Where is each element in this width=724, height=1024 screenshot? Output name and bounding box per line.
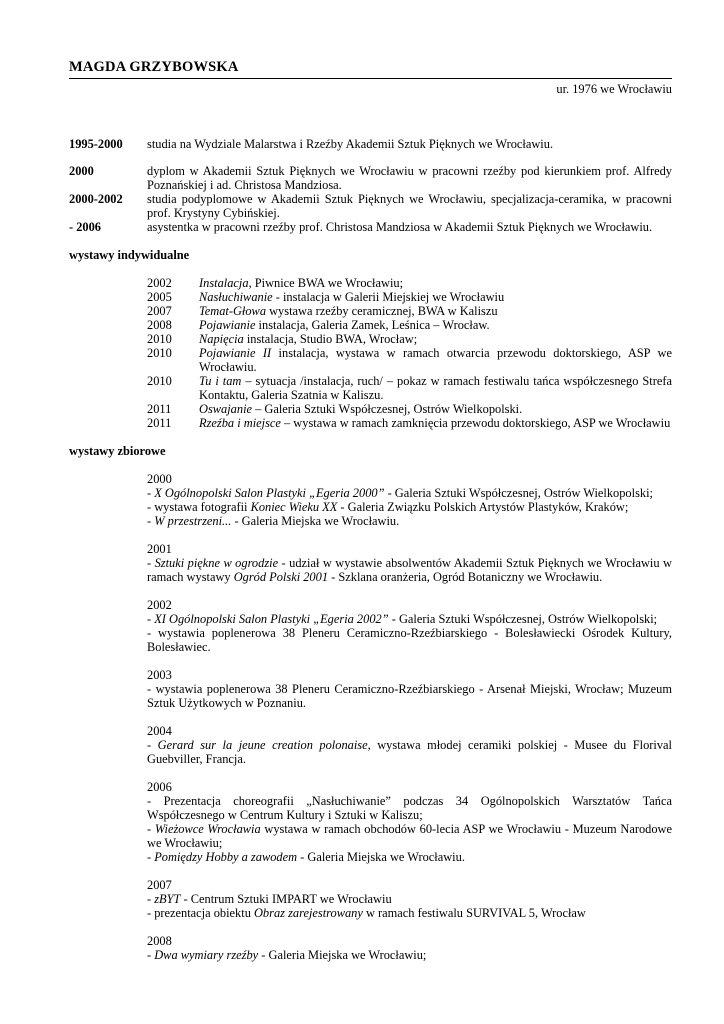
exhibition-text: - Centrum Sztuki IMPART we Wrocławiu — [180, 892, 392, 906]
solo-exhibition-title: Temat-Głowa — [199, 304, 267, 318]
solo-exhibition-text — [199, 402, 672, 416]
exhibition-title: Ogród Polski 2001 — [233, 570, 329, 584]
exhibition-text: - Galeria Miejska we Wrocławiu. — [231, 514, 400, 528]
exhibition-title: zBYT — [154, 892, 181, 906]
group-exhibition-entry — [147, 682, 672, 710]
solo-exhibition-details: , Piwnice BWA we Wrocławiu; — [248, 276, 404, 290]
education-row — [69, 192, 672, 220]
group-exhibition-year-block — [147, 878, 672, 920]
exhibition-text: - — [147, 486, 155, 500]
exhibition-text: - — [147, 738, 158, 752]
solo-exhibition-year: 2010 — [147, 332, 172, 346]
group-exhibition-year-block — [147, 780, 672, 864]
solo-exhibition-row — [147, 276, 672, 290]
exhibition-title: Obraz zarejestrowany — [253, 906, 363, 920]
solo-exhibition-year: 2007 — [147, 304, 172, 318]
solo-exhibition-year: 2002 — [147, 276, 172, 290]
solo-exhibition-year: 2011 — [147, 416, 172, 430]
solo-exhibition-details: wystawa rzeźby ceramicznej, BWA w Kaliszu — [266, 304, 498, 318]
solo-exhibition-title: Oswajanie — [199, 402, 253, 416]
group-exhibitions-heading: wystawy zbiorowe — [69, 444, 166, 458]
exhibition-title: Gerard sur la jeune creation polonaise — [157, 738, 368, 752]
solo-exhibition-year: 2008 — [147, 318, 172, 332]
exhibition-title: XI Ogólnopolski Salon Plastyki „Egeria 2002” — [154, 612, 389, 626]
solo-exhibition-year: 2005 — [147, 290, 172, 304]
group-exhibition-year: 2006 — [147, 780, 172, 794]
solo-exhibition-title: Nasłuchiwanie — [199, 290, 273, 304]
group-exhibition-year: 2003 — [147, 668, 172, 682]
education-row — [69, 164, 672, 192]
education-year: 2000 — [69, 164, 94, 178]
exhibition-text: - Prezentacja choreografii „Nasłuchiwanie” podczas 34 Ogólnopolskich Warsztatów Tańca Współczesnego w Centrum Kultury i Sztuki w Kaliszu; — [147, 794, 672, 822]
solo-exhibition-text — [199, 346, 672, 374]
solo-exhibition-details: - instalacja w Galerii Miejskiej we Wrocławiu — [272, 290, 505, 304]
group-exhibition-year-block — [147, 598, 672, 654]
group-exhibition-year: 2001 — [147, 542, 172, 556]
solo-exhibition-text — [199, 318, 672, 332]
group-exhibition-year: 2000 — [147, 472, 172, 486]
exhibition-text: - — [147, 948, 155, 962]
education-text: studia na Wydziale Malarstwa i Rzeźby Akademii Sztuk Pięknych we Wrocławiu. — [147, 137, 554, 151]
group-exhibition-entry — [147, 794, 672, 822]
solo-exhibition-text — [199, 290, 672, 304]
solo-exhibition-title: Pojawianie II — [199, 346, 272, 360]
group-exhibition-entry — [147, 486, 672, 500]
exhibition-text: - Galeria Związku Polskich Artystów Plastyków, Kraków; — [337, 500, 629, 514]
solo-exhibition-details: instalacja, Galeria Zamek, Leśnica – Wrocław. — [255, 318, 490, 332]
group-exhibition-entry — [147, 850, 672, 864]
exhibition-text: - — [147, 514, 155, 528]
education-text: dyplom w Akademii Sztuk Pięknych we Wrocławiu w pracowni rzeźby pod kierunkiem prof. Alfredy Poznańskiej i ad. Christosa Mandziosa. — [147, 164, 672, 192]
solo-exhibition-row — [147, 416, 672, 430]
group-exhibition-entry — [147, 906, 672, 920]
solo-exhibitions-heading: wystawy indywidualne — [69, 248, 190, 262]
solo-exhibition-details: – Galeria Sztuki Współczesnej, Ostrów Wielkopolski. — [252, 402, 523, 416]
solo-exhibition-text — [199, 304, 672, 318]
solo-exhibition-title: Instalacja — [199, 276, 249, 290]
exhibition-title: Pomiędzy Hobby a zawodem — [154, 850, 298, 864]
exhibition-title: Sztuki piękne w ogrodzie — [154, 556, 279, 570]
exhibition-text: - wystawia poplenerowa 38 Pleneru Ceramiczno-Rzeźbiarskiego - Arsenał Miejski, Wrocław; Muzeum Sztuk Użytkowych w Poznaniu. — [147, 682, 672, 710]
group-exhibition-entry — [147, 948, 672, 962]
solo-exhibition-year: 2010 — [147, 346, 172, 360]
solo-exhibition-row — [147, 374, 672, 402]
exhibition-text: - Galeria Sztuki Współczesnej, Ostrów Wielkopolski; — [388, 612, 658, 626]
exhibition-title: Wieżowce Wrocławia — [154, 822, 261, 836]
solo-exhibition-text — [199, 374, 672, 402]
solo-exhibition-details: instalacja, wystawa w ramach otwarcia przewodu doktorskiego, ASP we Wrocławiu. — [199, 346, 672, 374]
solo-exhibition-row — [147, 304, 672, 318]
exhibition-text: - Galeria Miejska we Wrocławiu. — [297, 850, 465, 864]
group-exhibition-entry — [147, 822, 672, 850]
education-row — [69, 220, 672, 234]
solo-exhibition-row — [147, 346, 672, 374]
header-rule — [69, 78, 672, 79]
exhibition-text: - wystawa fotografii — [147, 500, 251, 514]
group-exhibition-entry — [147, 556, 672, 584]
exhibition-text: - Szklana oranżeria, Ogród Botaniczny we Wrocławiu. — [328, 570, 603, 584]
exhibition-text: - — [147, 556, 155, 570]
group-exhibition-entry — [147, 514, 672, 528]
solo-exhibition-details: – sytuacja /instalacja, ruch/ – pokaz w ramach festiwalu tańca współczesnego Strefa Kontaktu, Galeria Szatnia w Kaliszu. — [199, 374, 672, 402]
group-exhibition-entry — [147, 500, 672, 514]
exhibition-text: wystawa w ramach obchodów 60-lecia ASP we Wrocławiu - Muzeum Narodowe we Wrocławiu; — [147, 822, 672, 850]
exhibition-text: - prezentacja obiektu — [147, 906, 254, 920]
group-exhibition-year-block — [147, 724, 672, 766]
solo-exhibition-row — [147, 402, 672, 416]
group-exhibition-year: 2008 — [147, 934, 172, 948]
group-exhibition-entry — [147, 738, 672, 766]
group-exhibition-year-block — [147, 472, 672, 528]
solo-exhibition-row — [147, 290, 672, 304]
group-exhibition-year: 2007 — [147, 878, 172, 892]
solo-exhibition-text — [199, 416, 672, 430]
education-year: 1995-2000 — [69, 137, 123, 151]
education-text: asystentka w pracowni rzeźby prof. Christosa Mandziosa w Akademii Sztuk Pięknych we Wrocławiu. — [147, 220, 653, 234]
birth-info: ur. 1976 we Wrocławiu — [556, 82, 672, 96]
exhibition-text: w ramach festiwalu SURVIVAL 5, Wrocław — [362, 906, 586, 920]
cv-name: MAGDA GRZYBOWSKA — [69, 59, 239, 75]
exhibition-title: W przestrzeni... — [154, 514, 232, 528]
solo-exhibition-title: Napięcia — [199, 332, 244, 346]
exhibition-title: Dwa wymiary rzeźby — [154, 948, 259, 962]
group-exhibition-year-block — [147, 934, 672, 962]
education-year: - 2006 — [69, 220, 102, 234]
exhibition-title: Koniec Wieku XX — [250, 500, 338, 514]
solo-exhibition-text — [199, 276, 672, 290]
group-exhibition-year-block — [147, 542, 672, 584]
group-exhibition-entry — [147, 626, 672, 654]
solo-exhibition-text — [199, 332, 672, 346]
group-exhibition-year: 2004 — [147, 724, 172, 738]
solo-exhibition-title: Tu i tam — [199, 374, 242, 388]
group-exhibition-entry — [147, 892, 672, 906]
education-year: 2000-2002 — [69, 192, 123, 206]
exhibition-text: - wystawia poplenerowa 38 Pleneru Ceramiczno-Rzeźbiarskiego - Bolesławiecki Ośrodek Kultury, Bolesławiec. — [147, 626, 672, 654]
exhibition-text: - — [147, 892, 155, 906]
exhibition-text: - — [147, 850, 155, 864]
exhibition-title: X Ogólnopolski Salon Plastyki „Egeria 2000” — [154, 486, 385, 500]
solo-exhibition-details: – wystawa w ramach zamknięcia przewodu doktorskiego, ASP we Wrocławiu — [280, 416, 671, 430]
exhibition-text: - — [147, 822, 155, 836]
solo-exhibition-year: 2011 — [147, 402, 172, 416]
exhibition-text: - Galeria Sztuki Współczesnej, Ostrów Wielkopolski; — [384, 486, 653, 500]
exhibition-text: - — [147, 612, 155, 626]
education-text: studia podyplomowe w Akademii Sztuk Pięknych we Wrocławiu, specjalizacja-ceramika, w pracowni prof. Krystyny Cybińskiej. — [147, 192, 672, 220]
exhibition-text: - Galeria Miejska we Wrocławiu; — [258, 948, 427, 962]
group-exhibition-year-block — [147, 668, 672, 710]
solo-exhibition-row — [147, 332, 672, 346]
solo-exhibition-title: Rzeźba i miejsce — [199, 416, 281, 430]
group-exhibition-entry — [147, 612, 672, 626]
solo-exhibition-row — [147, 318, 672, 332]
exhibition-text: - udział w wystawie absolwentów Akademii Sztuk Pięknych we Wrocławiu w ramach wystawy — [147, 556, 672, 584]
group-exhibition-year: 2002 — [147, 598, 172, 612]
exhibition-text: , wystawa młodej ceramiki polskiej - Musee du Florival Guebviller, Francja. — [147, 738, 672, 766]
solo-exhibition-details: instalacja, Studio BWA, Wrocław; — [243, 332, 418, 346]
education-row — [69, 137, 672, 151]
solo-exhibition-title: Pojawianie — [199, 318, 256, 332]
solo-exhibition-year: 2010 — [147, 374, 172, 388]
